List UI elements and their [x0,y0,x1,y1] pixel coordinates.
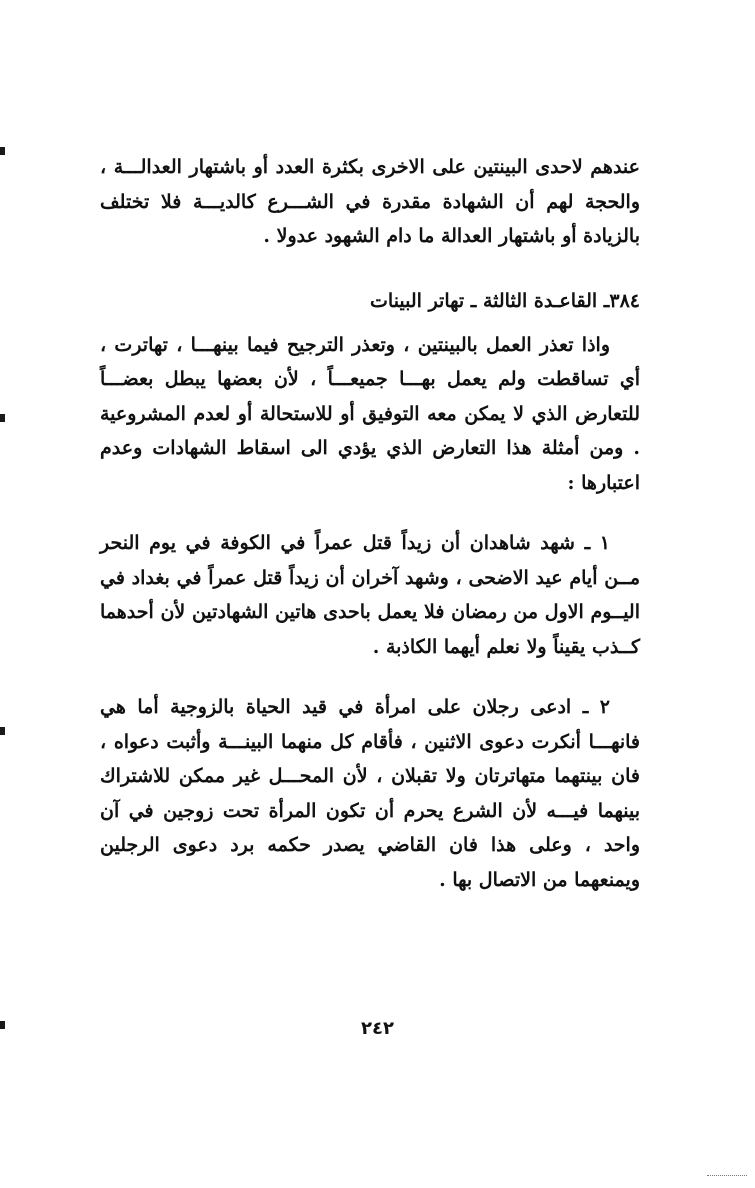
paragraph-example-1: ١ ـ شهد شاهدان أن زيداً قتل عمراً في الكوفة في يوم النحر مــن أيام عيد الاضحى ، وشهد آخران أن زيداً قتل عمراً في بغداد في اليــوم الاول من رمضان فلا يعمل باحدى هاتين الشهادتين لأن أحدهما كــذب يقيناً ولا نعلم أيهما الكاذبة . [100,532,640,658]
paragraph-continuation: عندهم لاحدى البينتين على الاخرى بكثرة العدد أو باشتهار العدالـــة ، والحجة لهم أن الشهادة مقدرة في الشـــرع كالديـــة فلا تختلف بالزيادة أو باشتهار العدالة ما دام الشهود عدولا . [100,156,640,247]
section-heading: ٣٨٤ـ القاعـدة الثالثة ـ تهاتر البينات [370,289,640,312]
paragraph-example-2: ٢ ـ ادعى رجلان على امرأة في قيد الحياة بالزوجية أما هي فانهـــا أنكرت دعوى الاثنين ، فأقام كل منهما البينـــة وأثبت دعواه ، فان بينتهما متهاترتان ولا تقبلان ، لأن المحـــل غير ممكن للاشتراك بينهما فيـــه لأن الشرع يحرم أن تكون المرأة تحت زوجين في آن واحد ، وعلى هذا فان القاضي يصدر حكمه برد دعوى الرجلين ويمنعهما من الاتصال بها . [100,696,640,891]
scan-artifact [707,1175,747,1178]
paragraph-intro: واذا تعذر العمل بالبينتين ، وتعذر الترجيح فيما بينهـــا ، تهاترت ، أي تساقطت ولم يعمل بهـــا جميعـــاً ، لأن بعضها يبطل بعضـــاً للتعارض الذي لا يمكن معه التوفيق أو للاستحالة أو لعدم المشروعية . ومن أمثلة هذا التعارض الذي يؤدي الى اسقاط الشهادات وعدم اعتبارها : [100,333,640,494]
margin-mark [0,414,5,422]
page-body [100,150,640,897]
margin-mark [0,147,5,155]
margin-mark [0,727,5,735]
page-number: ٢٤٢ [361,1018,394,1039]
